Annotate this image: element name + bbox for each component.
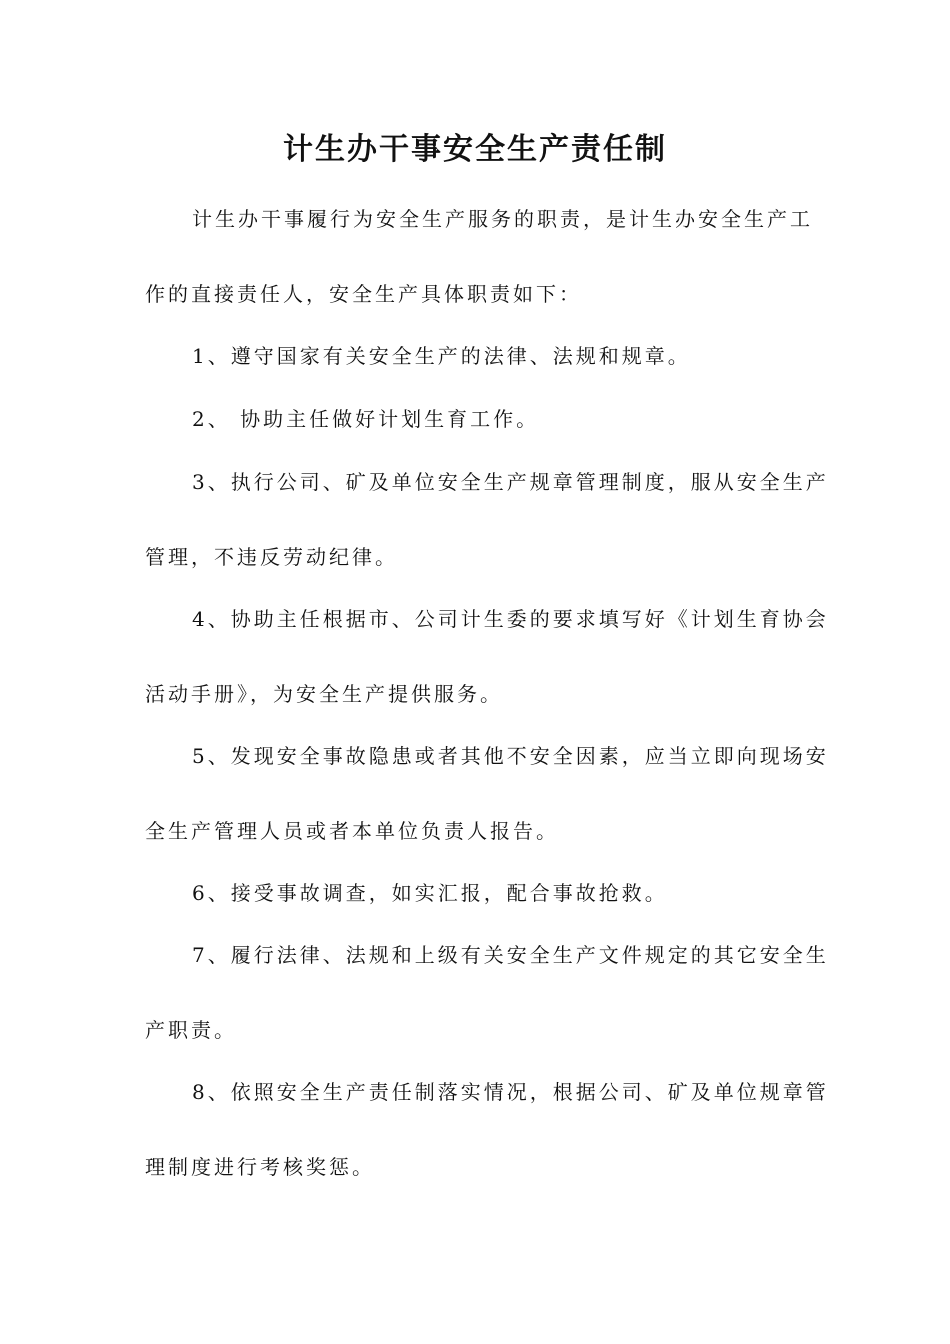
item-4-line-1: 4、协助主任根据市、公司计生委的要求填写好《计划生育协会 <box>192 607 829 631</box>
item-8-line-2: 理制度进行考核奖惩。 <box>145 1155 375 1179</box>
item-2-line-1: 2、 协助主任做好计划生育工作。 <box>192 407 540 431</box>
item-7-line-1: 7、履行法律、法规和上级有关安全生产文件规定的其它安全生 <box>192 943 829 967</box>
item-3-line-1: 3、执行公司、矿及单位安全生产规章管理制度，服从安全生产 <box>192 470 829 494</box>
item-7-line-2: 产职责。 <box>145 1018 237 1042</box>
item-5-line-2: 全生产管理人员或者本单位负责人报告。 <box>145 819 559 843</box>
item-4-line-2: 活动手册》，为安全生产提供服务。 <box>145 682 503 706</box>
item-5-line-1: 5、发现安全事故隐患或者其他不安全因素，应当立即向现场安 <box>192 744 829 768</box>
intro-line-1: 计生办干事履行为安全生产服务的职责，是计生办安全生产工 <box>192 207 813 231</box>
document-title: 计生办干事安全生产责任制 <box>283 132 667 167</box>
item-3-line-2: 管理，不违反劳动纪律。 <box>145 545 398 569</box>
item-6-line-1: 6、接受事故调查，如实汇报，配合事故抢救。 <box>192 881 668 905</box>
item-1-line-1: 1、遵守国家有关安全生产的法律、法规和规章。 <box>192 344 691 368</box>
intro-line-2: 作的直接责任人，安全生产具体职责如下： <box>145 282 582 306</box>
item-8-line-1: 8、依照安全生产责任制落实情况，根据公司、矿及单位规章管 <box>192 1080 829 1104</box>
